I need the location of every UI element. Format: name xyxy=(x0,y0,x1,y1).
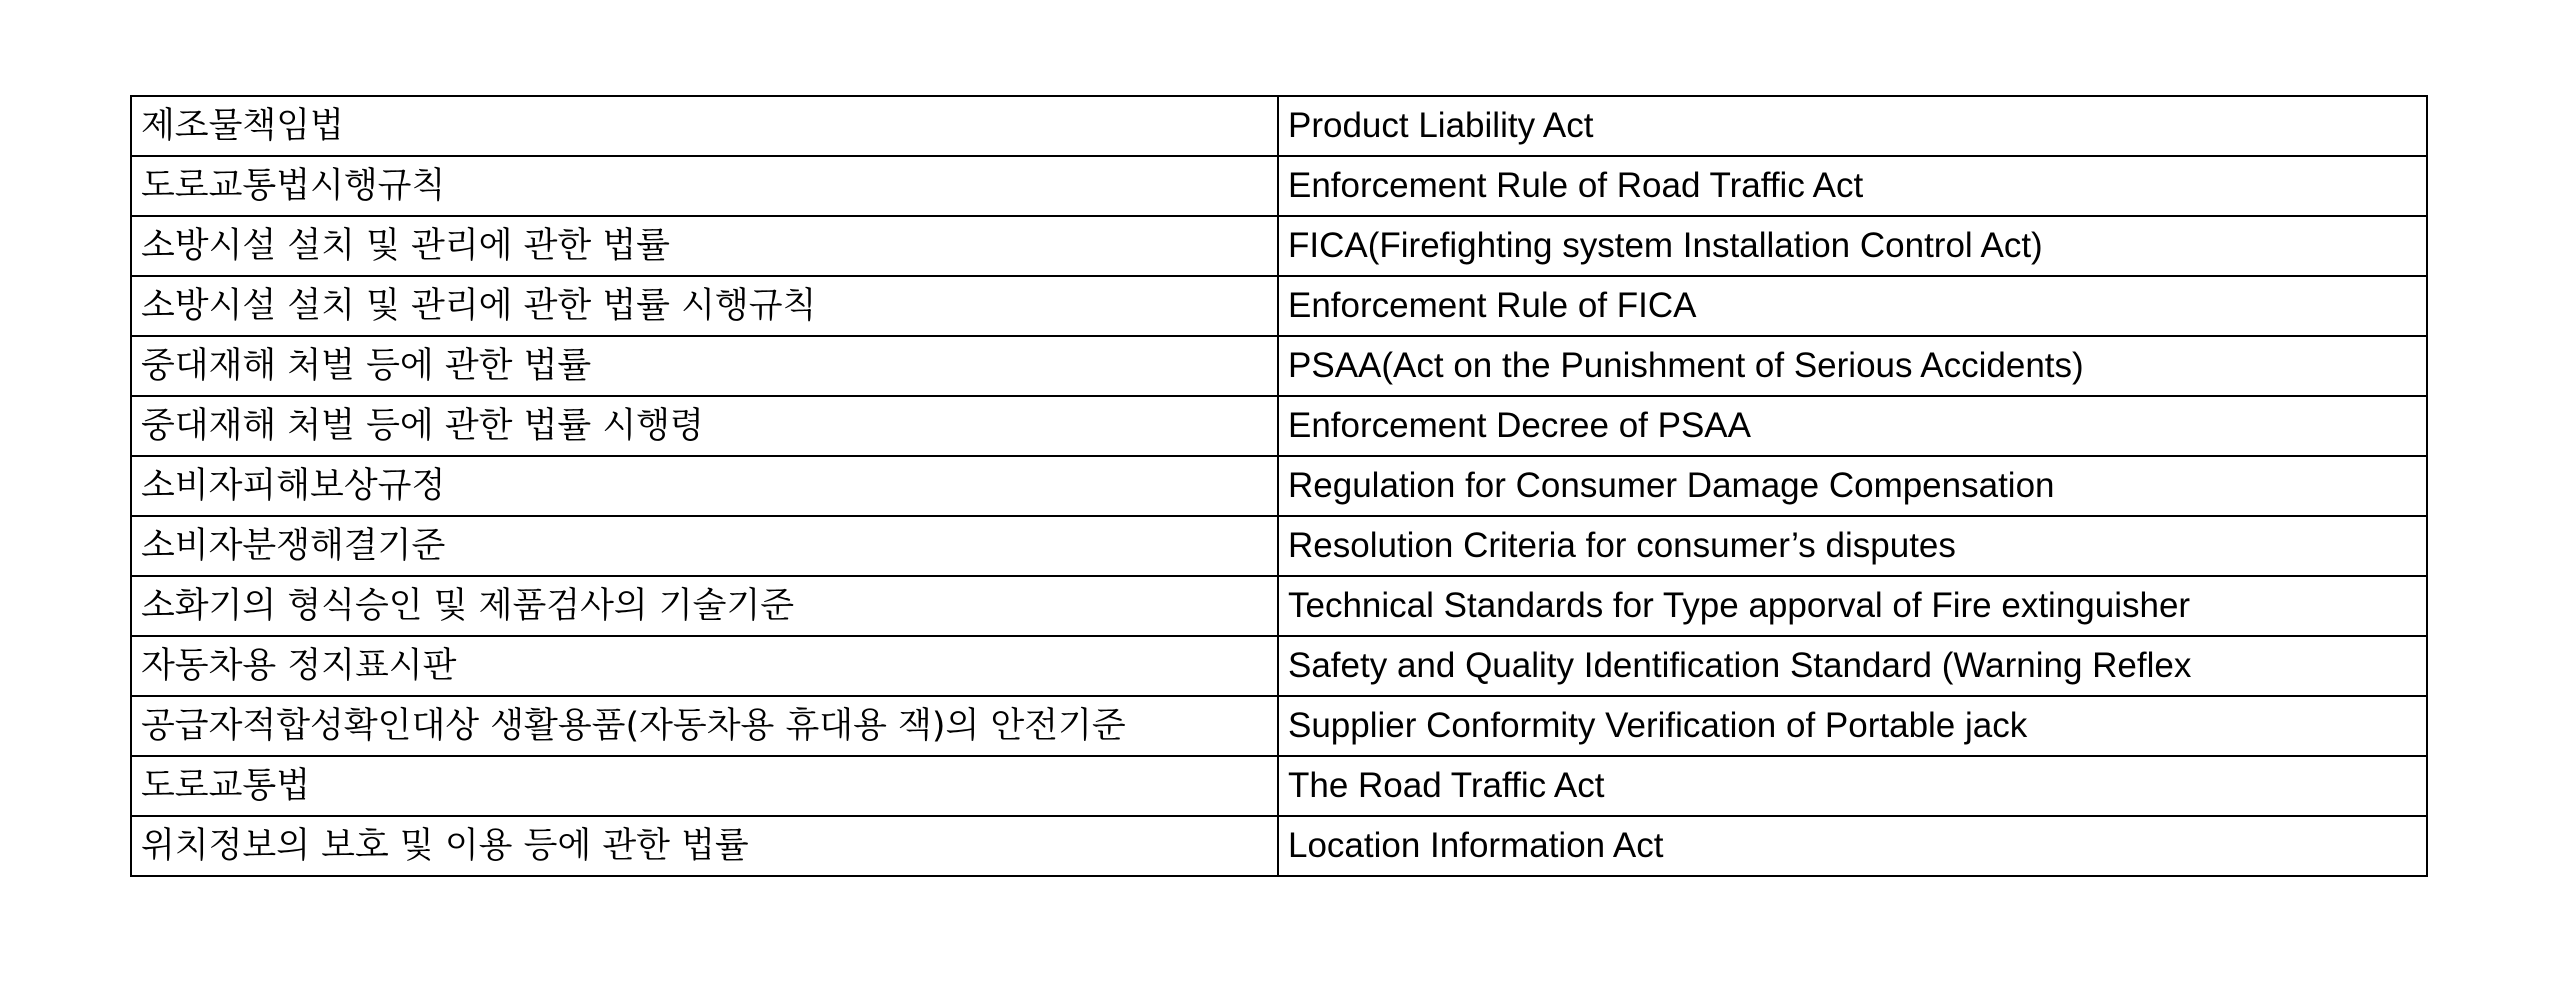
table-row xyxy=(131,696,2427,756)
korean-law-name: 중대재해 처벌 등에 관한 법률 xyxy=(131,336,1278,396)
table-row xyxy=(131,756,2427,816)
table-row xyxy=(131,816,2427,876)
table-row xyxy=(131,396,2427,456)
korean-law-name: 도로교통법 xyxy=(131,756,1278,816)
english-law-name: Enforcement Rule of FICA xyxy=(1278,276,2427,336)
english-law-name: Safety and Quality Identification Standard (Warning Reflex xyxy=(1278,636,2427,696)
table-row xyxy=(131,276,2427,336)
english-law-name: Technical Standards for Type apporval of Fire extinguisher xyxy=(1278,576,2427,636)
korean-law-name: 중대재해 처벌 등에 관한 법률 시행령 xyxy=(131,396,1278,456)
law-translation-table xyxy=(130,95,2428,877)
english-law-name: Enforcement Rule of Road Traffic Act xyxy=(1278,156,2427,216)
korean-law-name: 도로교통법시행규칙 xyxy=(131,156,1278,216)
table-row xyxy=(131,216,2427,276)
korean-law-name: 공급자적합성확인대상 생활용품(자동차용 휴대용 잭)의 안전기준 xyxy=(131,696,1278,756)
korean-law-name: 자동차용 정지표시판 xyxy=(131,636,1278,696)
table-row xyxy=(131,96,2427,156)
table-body xyxy=(131,96,2427,876)
korean-law-name: 제조물책임법 xyxy=(131,96,1278,156)
english-law-name: Resolution Criteria for consumer’s disputes xyxy=(1278,516,2427,576)
english-law-name: PSAA(Act on the Punishment of Serious Accidents) xyxy=(1278,336,2427,396)
english-law-name: Regulation for Consumer Damage Compensation xyxy=(1278,456,2427,516)
korean-law-name: 위치정보의 보호 및 이용 등에 관한 법률 xyxy=(131,816,1278,876)
english-law-name: FICA(Firefighting system Installation Control Act) xyxy=(1278,216,2427,276)
table-row xyxy=(131,636,2427,696)
table-row xyxy=(131,336,2427,396)
table-row xyxy=(131,576,2427,636)
english-law-name: Location Information Act xyxy=(1278,816,2427,876)
english-law-name: Enforcement Decree of PSAA xyxy=(1278,396,2427,456)
table-row xyxy=(131,156,2427,216)
english-law-name: Product Liability Act xyxy=(1278,96,2427,156)
korean-law-name: 소화기의 형식승인 및 제품검사의 기술기준 xyxy=(131,576,1278,636)
table-row xyxy=(131,516,2427,576)
english-law-name: The Road Traffic Act xyxy=(1278,756,2427,816)
korean-law-name: 소비자피해보상규정 xyxy=(131,456,1278,516)
korean-law-name: 소방시설 설치 및 관리에 관한 법률 시행규칙 xyxy=(131,276,1278,336)
korean-law-name: 소비자분쟁해결기준 xyxy=(131,516,1278,576)
table-row xyxy=(131,456,2427,516)
english-law-name: Supplier Conformity Verification of Portable jack xyxy=(1278,696,2427,756)
korean-law-name: 소방시설 설치 및 관리에 관한 법률 xyxy=(131,216,1278,276)
